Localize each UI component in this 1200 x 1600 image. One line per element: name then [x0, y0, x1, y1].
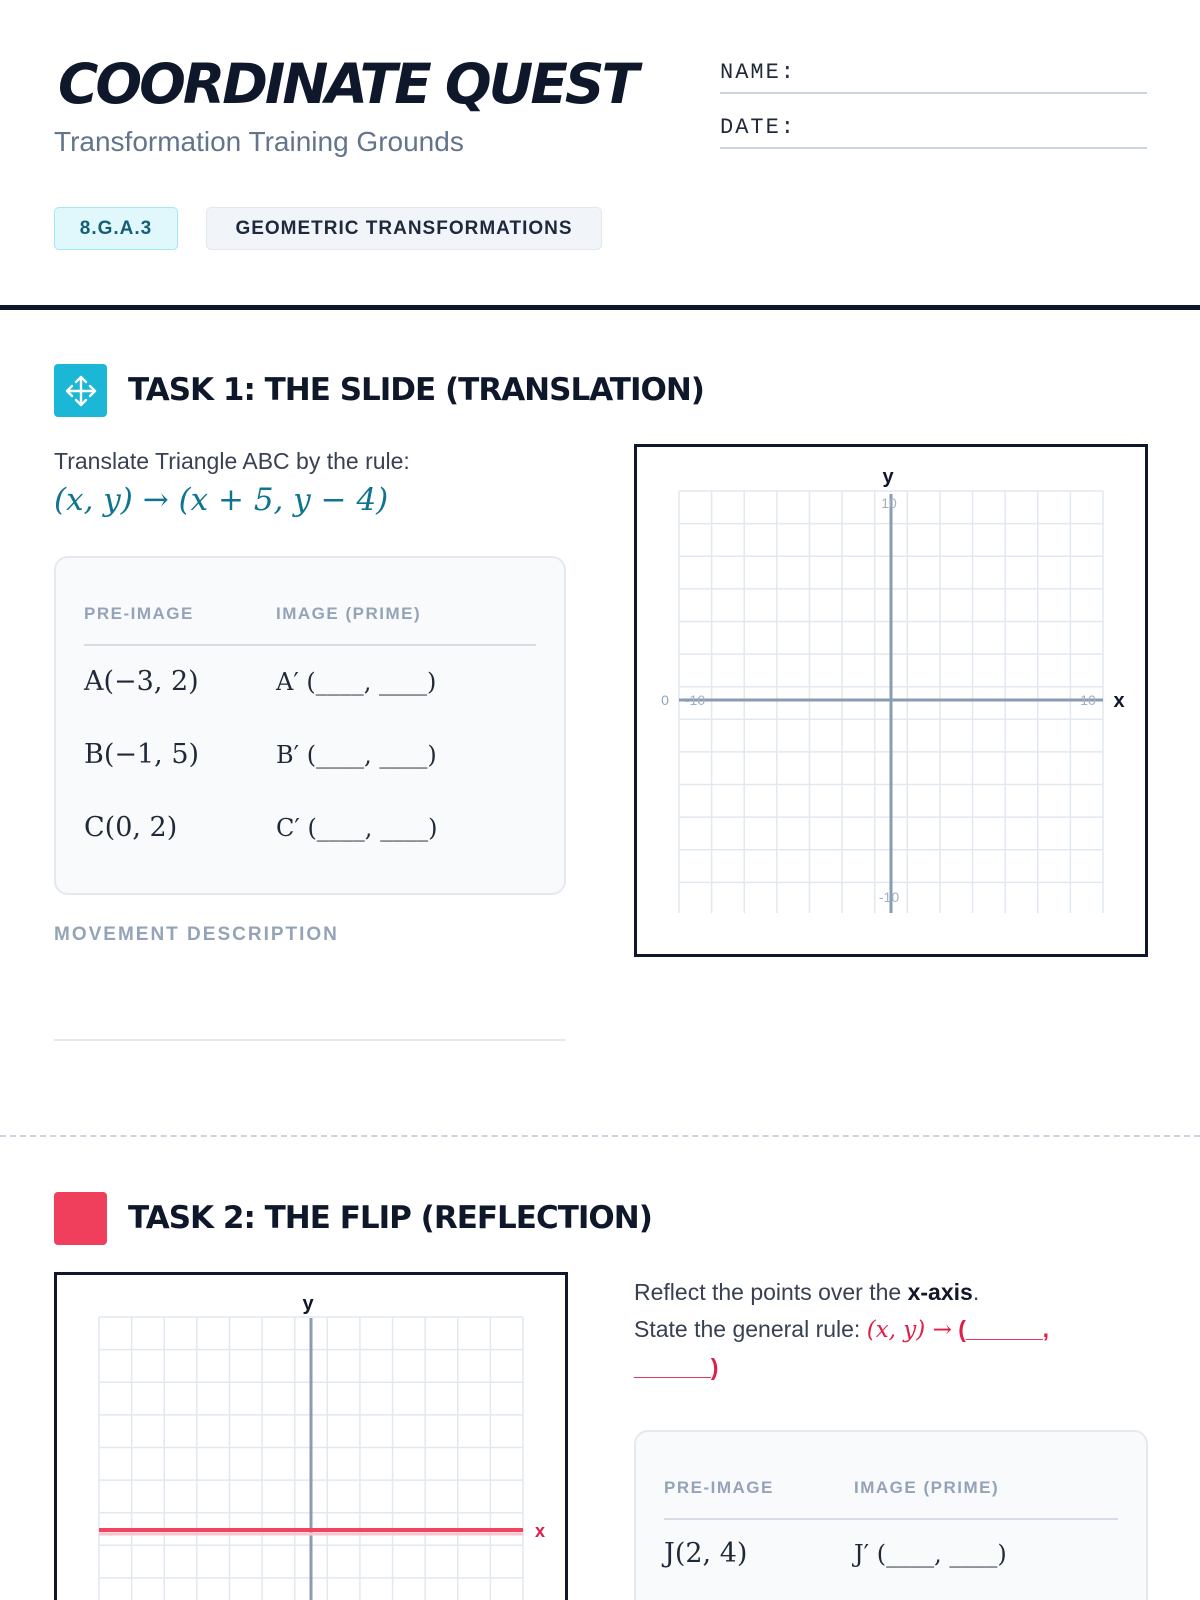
movement-description-label: MOVEMENT DESCRIPTION: [54, 924, 339, 945]
image-answer-blank[interactable]: C′ (____, ____): [276, 814, 438, 842]
task2-title: TASK 2: THE FLIP (REFLECTION): [128, 1200, 652, 1236]
task2-coordinate-table: [634, 1430, 1148, 1600]
image-answer-blank[interactable]: J′ (____, ____): [854, 1540, 1007, 1568]
origin-label: 0: [661, 692, 669, 708]
table-header: [84, 604, 536, 646]
table-row: [84, 666, 536, 706]
pre-image-point: B(−1, 5): [84, 739, 200, 770]
move-arrows-icon: [54, 364, 107, 417]
pre-image-point: J(2, 4): [664, 1538, 748, 1569]
pre-image-point: C(0, 2): [84, 812, 178, 843]
table-row: [664, 1538, 1118, 1578]
name-field[interactable]: [720, 54, 1147, 94]
y-axis-label: y: [302, 1293, 314, 1315]
table-row: [84, 812, 536, 852]
x-axis-label: x: [534, 1521, 546, 1541]
x-max-tick-label: 10: [1080, 692, 1096, 708]
task2-rule-blank-x[interactable]: (______,: [951, 1316, 1050, 1342]
task1-instruction: Translate Triangle ABC by the rule:: [54, 448, 410, 474]
date-field[interactable]: [720, 109, 1147, 149]
task2-instruction-text: Reflect the points over the: [634, 1279, 908, 1305]
task2-rule-blank-y[interactable]: ______): [634, 1354, 719, 1380]
image-answer-blank[interactable]: B′ (____, ____): [276, 741, 437, 769]
date-label: DATE:: [720, 115, 797, 140]
task2-instruction-emphasis: x-axis: [907, 1279, 973, 1305]
header-image-prime: IMAGE (PRIME): [854, 1478, 1000, 1497]
table-row: [84, 739, 536, 779]
task2-coordinate-grid[interactable]: [54, 1272, 568, 1600]
worksheet-subtitle: Transformation Training Grounds: [54, 126, 464, 157]
y-axis-label: y: [882, 466, 894, 488]
y-max-tick-label: 10: [881, 495, 897, 511]
image-answer-blank[interactable]: A′ (____, ____): [276, 668, 437, 696]
movement-description-answer-line[interactable]: [54, 1039, 566, 1041]
task2-rule-math: (x, y) →: [866, 1317, 952, 1343]
task1-coordinate-table: [54, 556, 566, 895]
task2-instruction-period: .: [972, 1279, 980, 1305]
name-label: NAME:: [720, 60, 797, 85]
task1-rule: (x, y) → (x + 5, y − 4): [54, 482, 389, 518]
x-axis-label: x: [1113, 690, 1125, 712]
task1-coordinate-grid[interactable]: [634, 444, 1148, 957]
topic-badge: GEOMETRIC TRANSFORMATIONS: [206, 207, 602, 250]
x-min-tick-label: -10: [684, 692, 706, 708]
table-header: [664, 1478, 1118, 1520]
worksheet-header: [0, 0, 1200, 310]
header-image-prime: IMAGE (PRIME): [276, 604, 422, 623]
task2-rule-prompt: State the general rule:: [634, 1316, 867, 1342]
section-divider: [0, 1135, 1200, 1137]
standard-badge: 8.G.A.3: [54, 207, 178, 250]
pre-image-point: A(−3, 2): [84, 666, 199, 697]
header-pre-image: PRE-IMAGE: [84, 604, 194, 623]
worksheet-title: COORDINATE QUEST: [58, 52, 637, 116]
reflection-icon: [54, 1192, 107, 1245]
y-min-tick-label: -10: [878, 889, 900, 905]
task2-instructions: [634, 1274, 1144, 1386]
task1-title: TASK 1: THE SLIDE (TRANSLATION): [128, 372, 704, 408]
header-pre-image: PRE-IMAGE: [664, 1478, 774, 1497]
